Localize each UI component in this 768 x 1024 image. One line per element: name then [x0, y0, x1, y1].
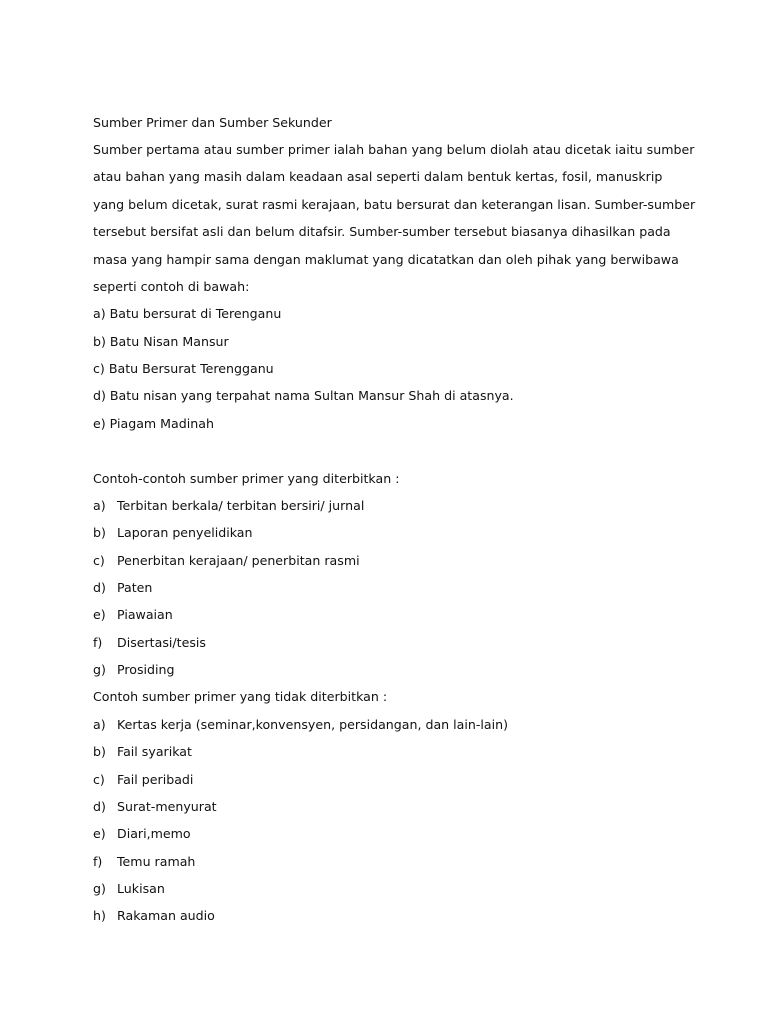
- paragraph-line: Sumber pertama atau sumber primer ialah bahan yang belum diolah atau dicetak iaitu sumber: [93, 142, 695, 157]
- published-item: Laporan penyelidikan: [117, 525, 253, 540]
- example-item: d) Batu nisan yang terpahat nama Sultan Mansur Shah di atasnya.: [93, 388, 514, 403]
- document-title: Sumber Primer dan Sumber Sekunder: [93, 115, 332, 130]
- paragraph-line: tersebut bersifat asli dan belum ditafsir. Sumber-sumber tersebut biasanya dihasilkan pada: [93, 224, 671, 239]
- example-item: e) Piagam Madinah: [93, 416, 214, 431]
- published-heading: Contoh-contoh sumber primer yang diterbitkan :: [93, 471, 400, 486]
- list-marker: c): [93, 553, 105, 568]
- paragraph-line: masa yang hampir sama dengan maklumat yang dicatatkan dan oleh pihak yang berwibawa: [93, 252, 679, 267]
- unpublished-item: Lukisan: [117, 881, 165, 896]
- unpublished-item: Fail syarikat: [117, 744, 192, 759]
- list-marker: b): [93, 525, 106, 540]
- published-item: Penerbitan kerajaan/ penerbitan rasmi: [117, 553, 360, 568]
- published-item: Prosiding: [117, 662, 175, 677]
- paragraph-line: seperti contoh di bawah:: [93, 279, 250, 294]
- published-item: Disertasi/tesis: [117, 635, 206, 650]
- published-item: Piawaian: [117, 607, 173, 622]
- paragraph-line: atau bahan yang masih dalam keadaan asal seperti dalam bentuk kertas, fosil, manuskrip: [93, 169, 663, 184]
- list-marker: g): [93, 662, 106, 677]
- list-marker: e): [93, 826, 106, 841]
- list-marker: a): [93, 717, 106, 732]
- unpublished-heading: Contoh sumber primer yang tidak diterbitkan :: [93, 689, 388, 704]
- unpublished-item: Temu ramah: [117, 854, 196, 869]
- unpublished-item: Fail peribadi: [117, 772, 194, 787]
- unpublished-item: Diari,memo: [117, 826, 191, 841]
- list-marker: d): [93, 580, 106, 595]
- unpublished-item: Rakaman audio: [117, 908, 215, 923]
- published-item: Terbitan berkala/ terbitan bersiri/ jurnal: [117, 498, 365, 513]
- paragraph-line: yang belum dicetak, surat rasmi kerajaan, batu bersurat dan keterangan lisan. Sumber-sumber: [93, 197, 696, 212]
- unpublished-item: Surat-menyurat: [117, 799, 217, 814]
- unpublished-item: Kertas kerja (seminar,konvensyen, persidangan, dan lain-lain): [117, 717, 509, 732]
- list-marker: e): [93, 607, 106, 622]
- example-item: a) Batu bersurat di Terenganu: [93, 306, 282, 321]
- list-marker: c): [93, 772, 105, 787]
- list-marker: h): [93, 908, 106, 923]
- list-marker: d): [93, 799, 106, 814]
- list-marker: a): [93, 498, 106, 513]
- published-item: Paten: [117, 580, 153, 595]
- list-marker: b): [93, 744, 106, 759]
- list-marker: g): [93, 881, 106, 896]
- list-marker: f): [93, 854, 103, 869]
- example-item: b) Batu Nisan Mansur: [93, 334, 229, 349]
- list-marker: f): [93, 635, 103, 650]
- example-item: c) Batu Bersurat Terengganu: [93, 361, 274, 376]
